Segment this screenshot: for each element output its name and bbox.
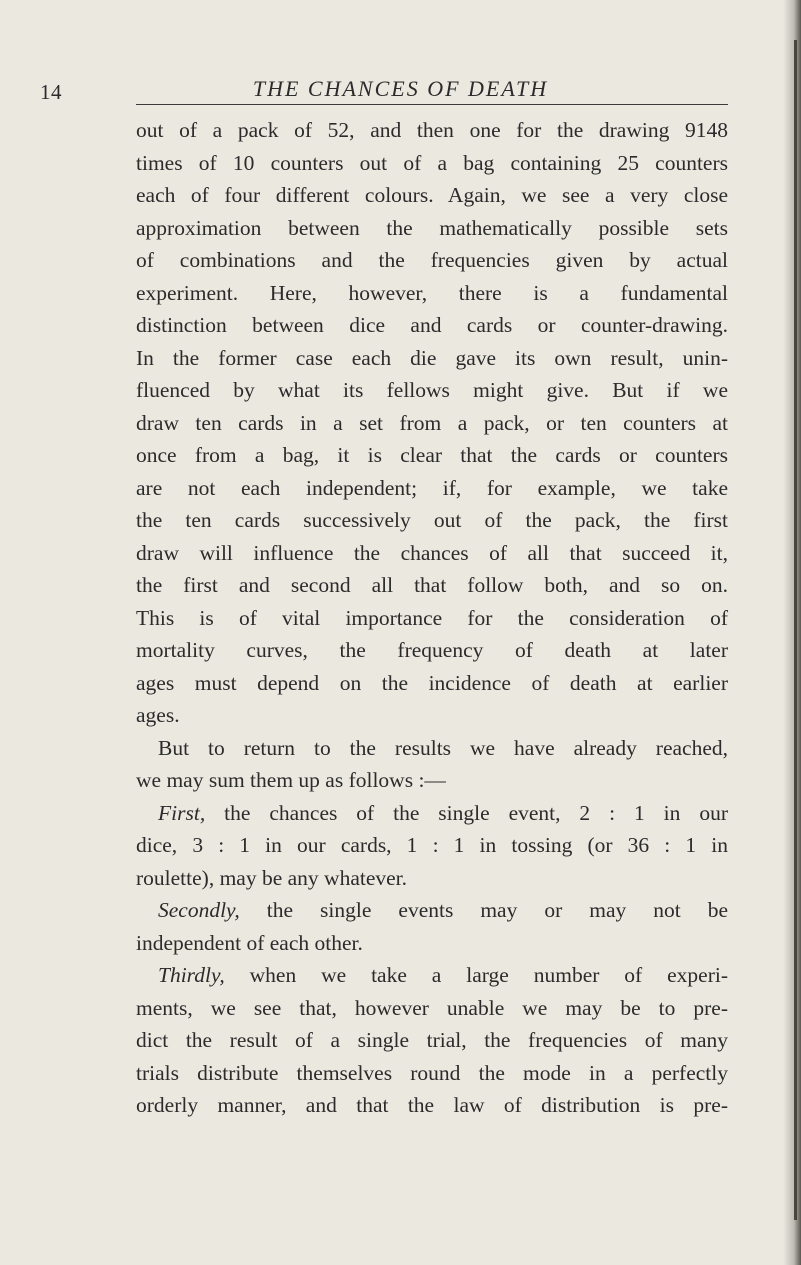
text-line: draw ten cards in a set from a pack, or ten counters at: [136, 410, 728, 435]
running-head-title: THE CHANCES OF DEATH: [252, 76, 549, 101]
text-line: distinction between dice and cards or counter-drawing.: [136, 313, 728, 337]
text-line: approximation between the mathematically possible sets: [136, 215, 728, 240]
text-line: In the former case each die gave its own result, unin-: [136, 345, 728, 370]
text-line-paragraph-end: ages.: [136, 703, 180, 727]
body-text: [136, 114, 728, 1122]
text-line: orderly manner, and that the law of distribution is pre-: [136, 1093, 728, 1117]
text-line: each of four different colours. Again, we see a very close: [136, 183, 728, 207]
text-line: ages must depend on the incidence of death at earlier: [136, 670, 728, 695]
third-point-text: when we take a large number of experi-: [224, 963, 728, 987]
text-line: dice, 3 : 1 in our cards, 1 : 1 in tossing (or 36 : 1 in: [136, 833, 728, 857]
text-line: fluenced by what its fellows might give. But if we: [136, 378, 728, 402]
text-line: of combinations and the frequencies given by actual: [136, 248, 728, 272]
third-point-line: [136, 959, 728, 992]
text-line: once from a bag, it is clear that the cards or counters: [136, 443, 728, 467]
text-line: the first and second all that follow both, and so on.: [136, 573, 728, 597]
page-edge-shadow: [783, 0, 801, 1265]
text-line: mortality curves, the frequency of death at later: [136, 638, 728, 662]
text-line: experiment. Here, however, there is a fundamental: [136, 280, 728, 305]
text-line: times of 10 counters out of a bag containing 25 counters: [136, 150, 728, 175]
text-line: are not each independent; if, for example, we take: [136, 475, 728, 500]
second-point-lead: Secondly,: [158, 898, 240, 922]
text-line-paragraph-end: we may sum them up as follows :—: [136, 768, 446, 792]
text-line-paragraph-start: But to return to the results we have already reached,: [158, 735, 728, 760]
text-line: the ten cards successively out of the pack, the first: [136, 508, 728, 532]
header-rule: [136, 104, 728, 105]
text-line: draw will influence the chances of all that succeed it,: [136, 540, 728, 565]
first-point-line: [136, 797, 728, 830]
binding-edge-line: [794, 40, 797, 1220]
text-line-paragraph-end: roulette), may be any whatever.: [136, 865, 408, 890]
page-number: 14: [40, 80, 62, 104]
text-line: out of a pack of 52, and then one for the drawing 9148: [136, 118, 728, 142]
text-line: dict the result of a single trial, the frequencies of many: [136, 1028, 728, 1052]
second-point-text: the single events may or may not be: [239, 898, 728, 922]
first-point-lead: First,: [158, 800, 206, 825]
text-line: trials distribute themselves round the mode in a perfectly: [136, 1060, 728, 1085]
text-line-paragraph-end: independent of each other.: [136, 930, 363, 955]
first-point-text: the chances of the single event, 2 : 1 in our: [205, 800, 728, 825]
second-point-line: [136, 894, 728, 927]
text-line: This is of vital importance for the consideration of: [136, 605, 728, 630]
text-line: ments, we see that, however unable we may be to pre-: [136, 995, 728, 1020]
third-point-lead: Thirdly,: [158, 963, 225, 987]
